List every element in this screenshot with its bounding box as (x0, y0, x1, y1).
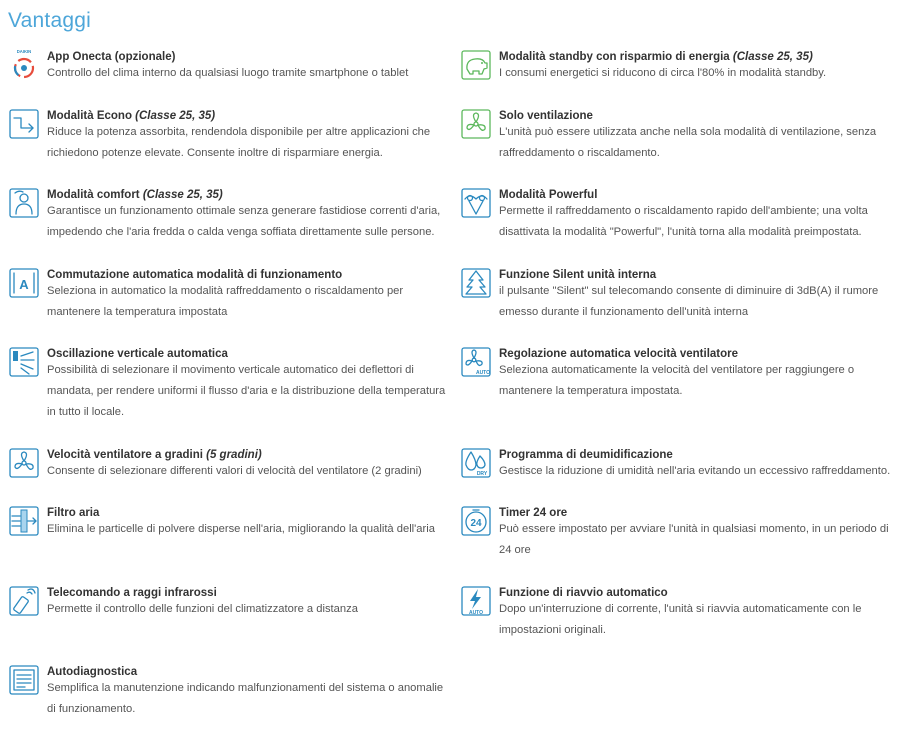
econo-mode-icon (9, 108, 39, 140)
fan-only-icon (461, 108, 491, 140)
svg-text:DRY: DRY (476, 471, 488, 477)
feature-description: Dopo un'interruzione di corrente, l'unità si riavvia automaticamente con le impostazioni originali. (499, 603, 862, 636)
onecta-app-icon (9, 49, 39, 81)
dehumidify-icon (461, 447, 491, 479)
feature-description: Possibilità di selezionare il movimento verticale automatico dei deflettori di mandata, per rendere uniformi il flusso d'aria e la distribuzione della temperatura in tutto il locale. (47, 364, 446, 418)
timer-24h-icon (461, 505, 491, 537)
svg-text:24: 24 (470, 518, 482, 529)
feature-description: Elimina le particelle di polvere disperse nell'aria, migliorando la qualità dell'aria (47, 523, 435, 535)
svg-text:DAIKIN: DAIKIN (16, 49, 32, 54)
feature-title: Programma di deumidificazione (499, 449, 673, 461)
vertical-swing-icon (9, 346, 39, 378)
feature-title: Telecomando a raggi infrarossi (47, 587, 217, 599)
auto-switch-icon (9, 267, 39, 299)
feature-title: Modalità standby con risparmio di energia (Classe 25, 35) (499, 51, 813, 63)
feature-title: Modalità comfort (Classe 25, 35) (47, 189, 223, 201)
feature-description: il pulsante "Silent" sul telecomando consente di diminuire di 3dB(A) il rumore emesso durante il funzionamento dell'unità interna (499, 285, 879, 318)
powerful-mode-icon (461, 187, 491, 219)
feature-title: Modalità Econo (Classe 25, 35) (47, 110, 216, 122)
feature-title: Commutazione automatica modalità di funzionamento (47, 269, 343, 281)
svg-text:AUTO: AUTO (468, 610, 484, 616)
feature-title: Regolazione automatica velocità ventilatore (499, 348, 739, 360)
feature-description: Semplifica la manutenzione indicando malfunzionamenti del sistema o anomalie di funzionamento. (47, 682, 444, 715)
feature-title: Funzione Silent unità interna (499, 269, 657, 281)
auto-restart-icon (461, 585, 491, 617)
feature-title: Autodiagnostica (47, 666, 138, 678)
silent-indoor-icon (461, 267, 491, 299)
feature-description: Controllo del clima interno da qualsiasi luogo tramite smartphone o tablet (47, 67, 409, 79)
comfort-mode-icon (9, 187, 39, 219)
feature-title: App Onecta (opzionale) (47, 51, 176, 63)
auto-fan-speed-icon (461, 346, 491, 378)
self-diagnosis-icon (9, 664, 39, 696)
feature-title: Timer 24 ore (499, 507, 568, 519)
feature-title: Oscillazione verticale automatica (47, 348, 228, 360)
feature-description: L'unità può essere utilizzata anche nella sola modalità di ventilazione, senza raffreddamento o riscaldamento. (499, 126, 877, 159)
feature-title: Funzione di riavvio automatico (499, 587, 668, 599)
feature-description: Seleziona in automatico la modalità raffreddamento o riscaldamento per mantenere la temperatura impostata (47, 285, 404, 318)
svg-text:A: A (19, 277, 29, 292)
feature-description: Consente di selezionare differenti valori di velocità del ventilatore (2 gradini) (47, 465, 422, 477)
feature-description: Seleziona automaticamente la velocità del ventilatore per raggiungere o mantenere la temperatura impostata. (499, 364, 855, 397)
air-filter-icon (9, 505, 39, 537)
feature-description: I consumi energetici si riducono di circa l'80% in modalità standby. (499, 67, 827, 79)
feature-title: Filtro aria (47, 507, 100, 519)
standby-saving-icon (461, 49, 491, 81)
feature-title: Solo ventilazione (499, 110, 593, 122)
feature-description: Garantisce un funzionamento ottimale senza generare fastidiose correnti d'aria, impedendo che l'aria fredda o calda venga soffiata direttamente sulle persone. (47, 205, 441, 238)
feature-description: Può essere impostato per avviare l'unità in qualsiasi momento, in un periodo di 24 ore (499, 523, 889, 556)
feature-description: Gestisce la riduzione di umidità nell'aria evitando un eccessivo raffreddamento. (499, 465, 891, 477)
feature-title: Modalità Powerful (499, 189, 598, 201)
svg-text:AUTO: AUTO (475, 370, 491, 376)
feature-description: Permette il controllo delle funzioni del climatizzatore a distanza (47, 603, 358, 615)
fan-steps-icon (9, 447, 39, 479)
feature-description: Riduce la potenza assorbita, rendendola disponibile per altre applicazioni che richiedono potenze elevate. Consente inoltre di risparmiare energia. (47, 126, 431, 159)
infrared-remote-icon (9, 585, 39, 617)
page-title: Vantaggi (8, 9, 91, 32)
feature-title: Velocità ventilatore a gradini (5 gradini) (47, 449, 262, 461)
feature-description: Permette il raffreddamento o riscaldamento rapido dell'ambiente; una volta disattivata la modalità "Powerful", l'unità torna alla modalità preimpostata. (499, 205, 868, 238)
